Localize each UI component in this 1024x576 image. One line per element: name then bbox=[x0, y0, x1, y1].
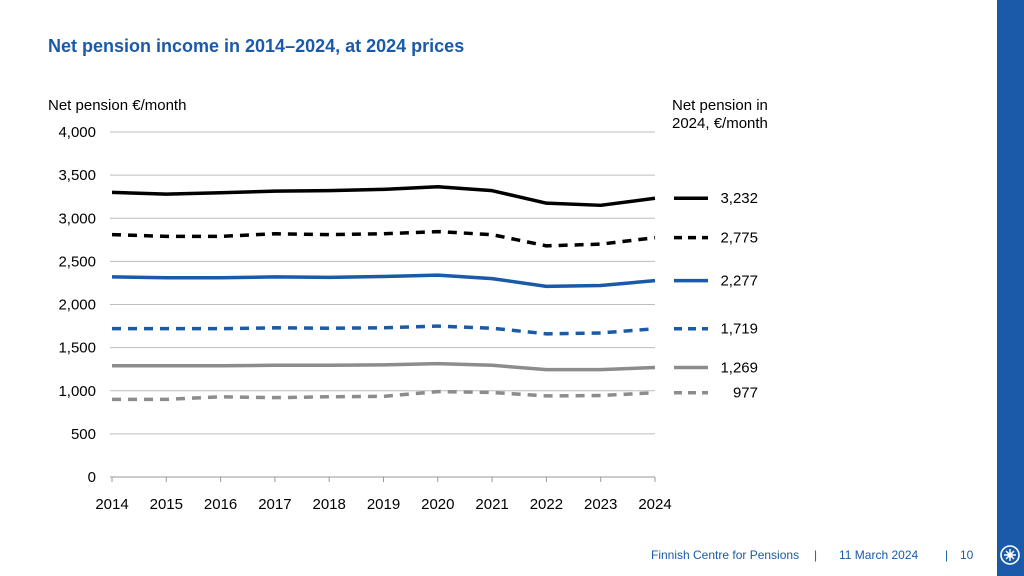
y-tick-label: 3,500 bbox=[58, 167, 96, 185]
y-tick-label: 2,000 bbox=[58, 296, 96, 314]
y-tick-label: 1,000 bbox=[58, 382, 96, 400]
y-tick-label: 500 bbox=[70, 425, 96, 443]
x-tick-label: 2020 bbox=[421, 496, 455, 513]
end-value-label: 1,269 bbox=[720, 359, 758, 377]
y-tick-label: 3,000 bbox=[58, 210, 96, 228]
x-tick-label: 2023 bbox=[584, 496, 618, 513]
footer-separator: | bbox=[814, 548, 818, 562]
x-tick-label: 2014 bbox=[95, 496, 129, 513]
x-tick-label: 2019 bbox=[366, 496, 401, 513]
series-line bbox=[112, 187, 655, 206]
end-value-label: 3,232 bbox=[720, 190, 758, 208]
end-label-title: 2024, €/month bbox=[672, 115, 768, 132]
x-tick-label: 2021 bbox=[475, 496, 509, 513]
y-tick-label: 4,000 bbox=[58, 124, 96, 141]
footer-separator: | bbox=[945, 548, 949, 562]
brand-sidebar bbox=[997, 0, 1024, 576]
x-tick-label: 2016 bbox=[203, 496, 238, 513]
series-line bbox=[112, 275, 655, 286]
y-axis-title: Net pension €/month bbox=[48, 97, 187, 114]
end-value-label: 2,277 bbox=[720, 272, 758, 290]
end-value-label: 2,775 bbox=[720, 229, 758, 247]
x-tick-label: 2015 bbox=[149, 496, 183, 513]
page-number: 10 bbox=[960, 548, 974, 562]
y-tick-label: 2,500 bbox=[58, 253, 96, 271]
y-tick-label: 0 bbox=[87, 469, 96, 486]
series-line bbox=[112, 232, 655, 246]
x-tick-label: 2017 bbox=[258, 496, 292, 513]
end-value-label: 1,719 bbox=[720, 320, 758, 338]
slide-title: Net pension income in 2014–2024, at 2024 prices bbox=[48, 36, 465, 56]
x-tick-label: 2024 bbox=[638, 496, 672, 513]
footer-date: 11 March 2024 bbox=[839, 548, 919, 562]
footer-organization: Finnish Centre for Pensions bbox=[651, 548, 800, 562]
organization-logo-icon bbox=[999, 544, 1021, 566]
series-line bbox=[112, 364, 655, 370]
y-tick-label: 1,500 bbox=[58, 339, 96, 357]
series-line bbox=[112, 326, 655, 334]
x-tick-label: 2018 bbox=[312, 496, 346, 513]
x-tick-label: 2022 bbox=[529, 496, 564, 513]
series-line bbox=[112, 392, 655, 400]
end-value-label: 977 bbox=[732, 384, 758, 402]
end-label-title: Net pension in bbox=[672, 97, 768, 114]
